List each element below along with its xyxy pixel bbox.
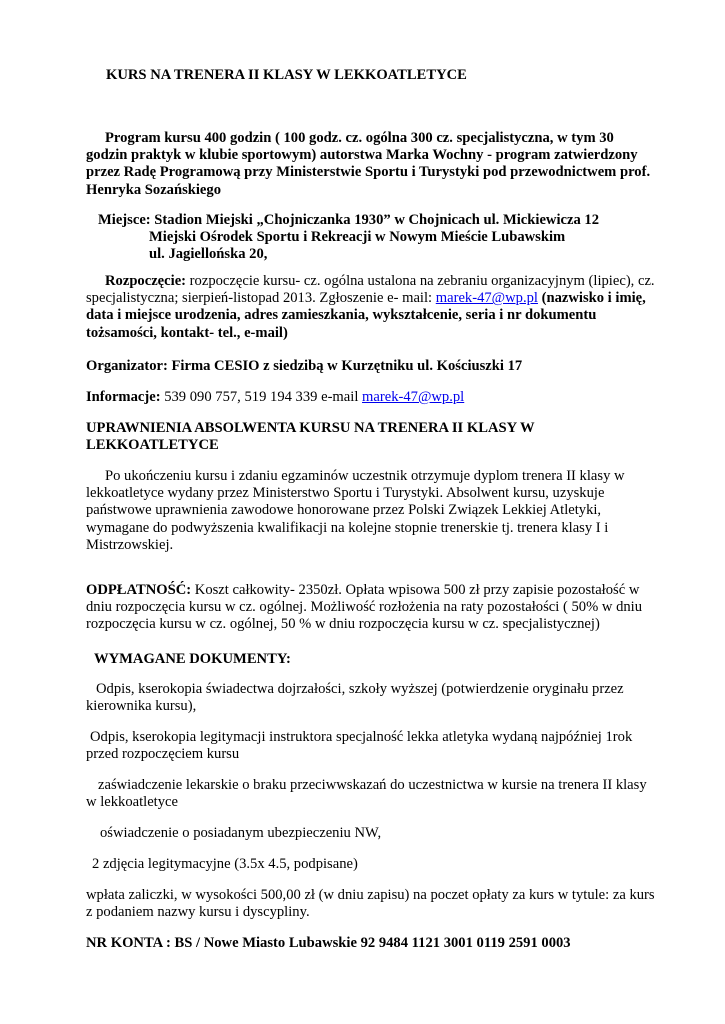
informacje-text: 539 090 757, 519 194 339 e-mail [160,389,363,405]
dokument-item-3: zaświadczenie lekarskie o braku przeciwwskazań do uczestnictwa w kursie na trenera II klasy w lekkoatletyce [86,777,647,811]
rozpoczecie-text: rozpoczęcie kursu- cz. ogólna ustalona na zebraniu organizacyjnym (lipiec), cz. specjalistyczna; sierpień-listopad 2013. Zgłoszenie e- mail: [86,273,655,307]
dokument-item-6: wpłata zaliczki, w wysokości 500,00 zł (w dniu zapisu) na poczet opłaty za kurs w tytule: za kurs z podaniem nazwy kursu i dyscypliny. [86,887,655,921]
miejsce-section [98,212,668,264]
miejsce-line-1: Miejsce: Stadion Miejski „Chojniczanka 1930” w Chojnicach ul. Mickiewicza 12 [98,212,600,228]
rozpoczecie-tail: (nazwisko i imię, data i miejsce urodzenia, adres zamieszkania, wykształcenie, seria i nr dokumentu tożsamości, kontakt- tel., e-mail) [86,290,646,341]
document-title: KURS NA TRENERA II KLASY W LEKKOATLETYCE [106,67,467,83]
miejsce-line-2: Miejski Ośrodek Sportu i Rekreacji w Nowym Mieście Lubawskim [149,229,566,246]
dokumenty-heading: WYMAGANE DOKUMENTY: [94,651,291,667]
uprawnienia-heading: UPRAWNIENIA ABSOLWENTA KURSU NA TRENERA II KLASY W LEKKOATLETYCE [86,420,535,454]
uprawnienia-paragraph: Po ukończeniu kursu i zdaniu egzaminów uczestnik otrzymuje dyplom trenera II klasy w lekkoatletyce wydany przez Ministerstwo Sportu i Turystyki. Absolwent kursu, uzyskuje państwowe uprawnienia zawodowe honorowane przez Polski Związek Lekkiej Atletyki, wymagane do podwyższenia kwalifikacji na kolejne stopnie trenerskie tj. trenera klasy I i Mistrzowskiej. [86,468,625,553]
rozpoczecie-label: Rozpoczęcie: [105,273,187,289]
dokument-item-5: 2 zdjęcia legitymacyjne (3.5x 4.5, podpisane) [92,856,358,872]
odplatnosc-text: Koszt całkowity- 2350zł. Opłata wpisowa 500 zł przy zapisie pozostałość w dniu rozpoczęcia kursu w cz. ogólnej. Możliwość rozłożenia na raty pozostałości ( 50% w dniu rozpoczęcia kursu w cz. ogólnej, 50 % w dniu rozpoczęcia kursu w cz. specjalistycznej) [86,582,643,633]
miejsce-line-3: ul. Jagiellońska 20, [149,246,268,263]
program-paragraph: Program kursu 400 godzin ( 100 godz. cz. ogólna 300 cz. specjalistyczna, w tym 30 godzin praktyk w klubie sportowym) autorstwa Marka Wochny - program zatwierdzony przez Radę Programową przy Ministerstwie Sportu i Turystyki pod przewodnictwem prof. Henryka Sozańskiego [86,130,651,198]
organizator-line: Organizator: Firma CESIO z siedzibą w Kurzętniku ul. Kościuszki 17 [86,358,523,374]
nr-konta-line: NR KONTA : BS / Nowe Miasto Lubawskie 92 9484 1121 3001 0119 2591 0003 [86,935,571,951]
dokument-item-2: Odpis, kserokopia legitymacji instruktora specjalność lekka atletyka wydaną najpóźniej 1rok przed rozpoczęciem kursu [86,729,633,763]
dokument-item-4: oświadczenie o posiadanym ubezpieczeniu NW, [100,825,382,841]
rozpoczecie-paragraph [86,273,656,342]
informacje-email-link[interactable]: marek-47@wp.pl [362,389,465,405]
odplatnosc-paragraph [86,582,656,634]
odplatnosc-label: ODPŁATNOŚĆ: [86,582,192,598]
email-link[interactable]: marek-47@wp.pl [435,290,538,307]
dokument-item-1: Odpis, kserokopia świadectwa dojrzałości, szkoły wyższej (potwierdzenie oryginału przez kierownika kursu), [86,681,624,715]
informacje-label: Informacje: [86,389,161,405]
informacje-line [86,389,656,406]
